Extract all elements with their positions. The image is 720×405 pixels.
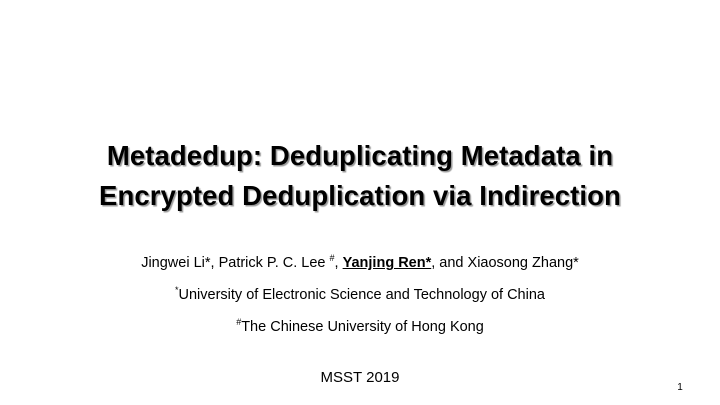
- author-1-mark: *: [204, 255, 211, 271]
- author-separator: ,: [334, 255, 343, 271]
- author-list: [0, 248, 720, 273]
- affiliation-1-text: University of Electronic Science and Technology of China: [178, 287, 545, 303]
- title-line-2: Encrypted Deduplication via Indirection: [99, 180, 621, 211]
- slide-title: [0, 136, 720, 216]
- author-1: Jingwei Li: [141, 255, 205, 271]
- author-4: Xiaosong Zhang: [467, 255, 574, 271]
- affiliation-2-mark: #: [236, 317, 242, 327]
- author-2: Patrick P. C. Lee: [218, 255, 330, 271]
- author-separator: , and: [431, 255, 468, 271]
- affiliation-2: [0, 312, 720, 337]
- author-2-mark: #: [329, 253, 335, 263]
- affiliation-1-mark: *: [175, 285, 179, 295]
- page-number: 1: [677, 382, 683, 393]
- venue: MSST 2019: [320, 369, 400, 386]
- affiliation-2-text: The Chinese University of Hong Kong: [241, 319, 484, 335]
- author-separator: ,: [210, 255, 219, 271]
- affiliation-1: [0, 280, 720, 305]
- author-3-presenter: Yanjing Ren*: [342, 255, 432, 271]
- author-4-mark: *: [573, 255, 579, 271]
- title-line-1: Metadedup: Deduplicating Metadata in: [106, 140, 614, 171]
